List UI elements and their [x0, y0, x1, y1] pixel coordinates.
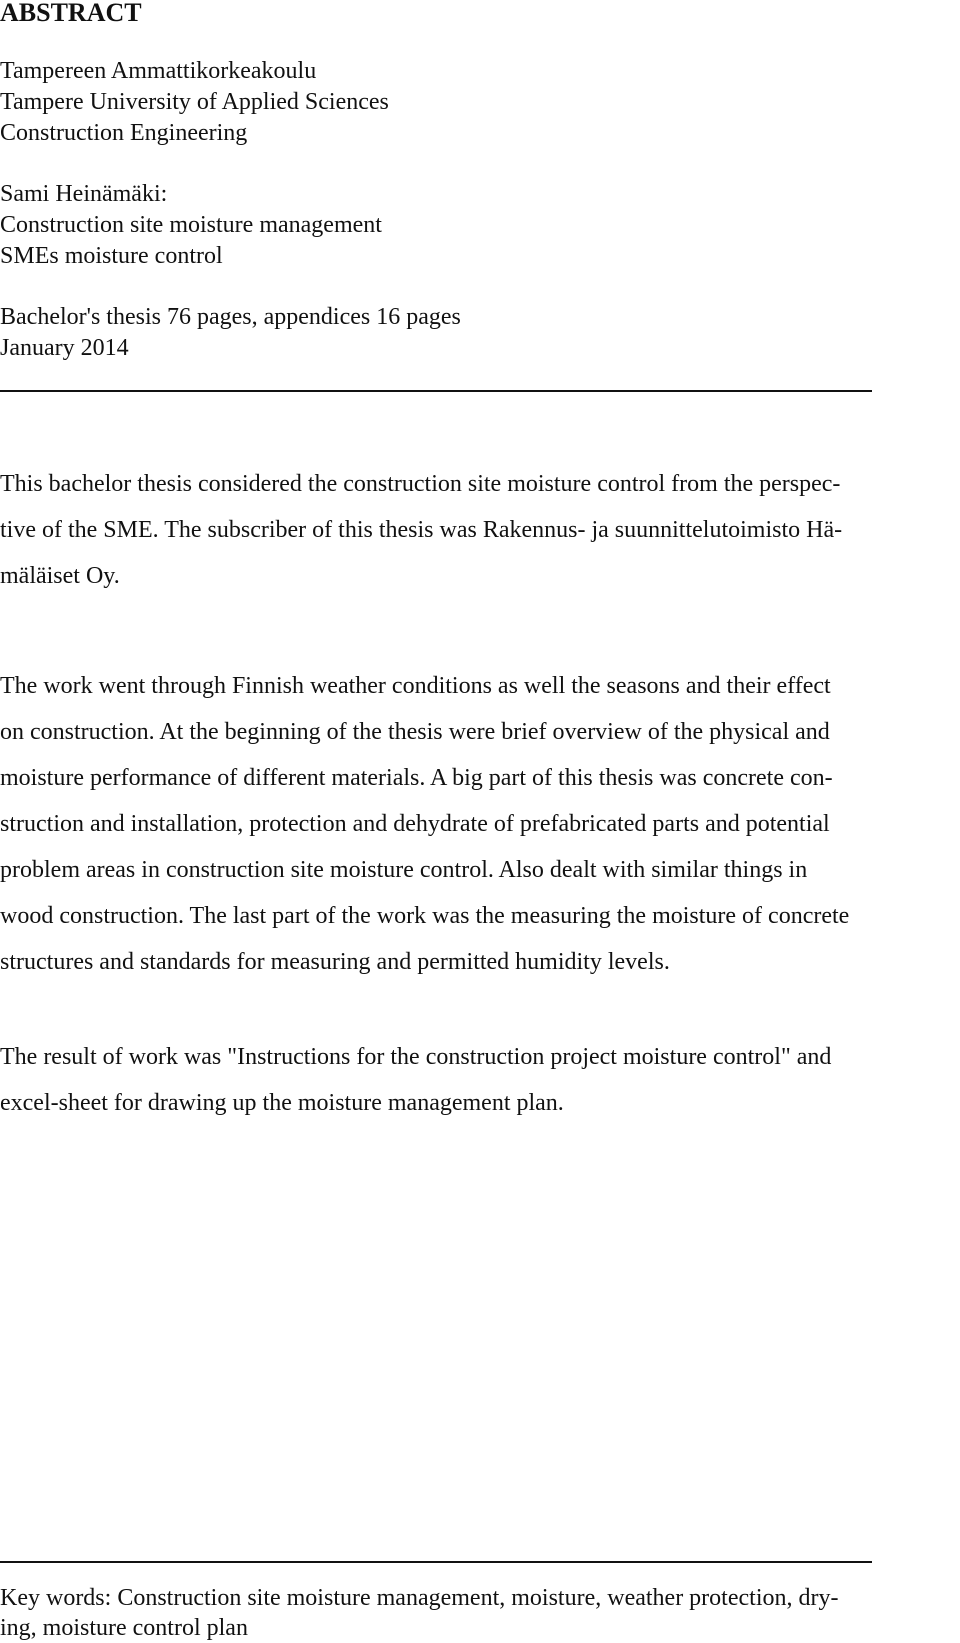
paragraph-line: This bachelor thesis considered the construction site moisture control from the perspec-	[0, 471, 841, 497]
thesis-extent: Bachelor's thesis 76 pages, appendices 16 pages	[0, 304, 461, 330]
thesis-subtitle: SMEs moisture control	[0, 243, 223, 269]
abstract-paragraph-2	[0, 663, 960, 985]
thesis-date: January 2014	[0, 335, 129, 361]
paragraph-line: struction and installation, protection and dehydrate of prefabricated parts and potential	[0, 811, 830, 837]
paragraph-line: The work went through Finnish weather conditions as well the seasons and their effect	[0, 673, 831, 699]
institution-name-en: Tampere University of Applied Sciences	[0, 89, 389, 115]
paragraph-line: excel-sheet for drawing up the moisture management plan.	[0, 1090, 564, 1116]
paragraph-line: on construction. At the beginning of the thesis were brief overview of the physical and	[0, 719, 830, 745]
thesis-title: Construction site moisture management	[0, 212, 382, 238]
keywords	[0, 1583, 960, 1643]
top-divider	[0, 390, 872, 392]
keywords-line: Key words: Construction site moisture management, moisture, weather protection, dry-	[0, 1585, 839, 1611]
author-line: Sami Heinämäki:	[0, 181, 168, 207]
paragraph-line: wood construction. The last part of the work was the measuring the moisture of concrete	[0, 903, 850, 929]
bottom-divider	[0, 1561, 872, 1563]
paragraph-line: tive of the SME. The subscriber of this thesis was Rakennus- ja suunnittelutoimisto Hä-	[0, 517, 843, 543]
paragraph-line: structures and standards for measuring and permitted humidity levels.	[0, 949, 670, 975]
institution-name-fi: Tampereen Ammattikorkeakoulu	[0, 58, 317, 84]
paragraph-line: The result of work was "Instructions for the construction project moisture control" and	[0, 1044, 832, 1070]
degree-programme: Construction Engineering	[0, 120, 248, 146]
paragraph-line: moisture performance of different materials. A big part of this thesis was concrete con-	[0, 765, 833, 791]
abstract-heading: ABSTRACT	[0, 0, 142, 27]
keywords-line: ing, moisture control plan	[0, 1615, 248, 1641]
abstract-paragraph-1	[0, 461, 960, 599]
paragraph-line: problem areas in construction site moisture control. Also dealt with similar things in	[0, 857, 808, 883]
paragraph-line: mäläiset Oy.	[0, 563, 120, 589]
abstract-paragraph-3	[0, 1034, 960, 1126]
